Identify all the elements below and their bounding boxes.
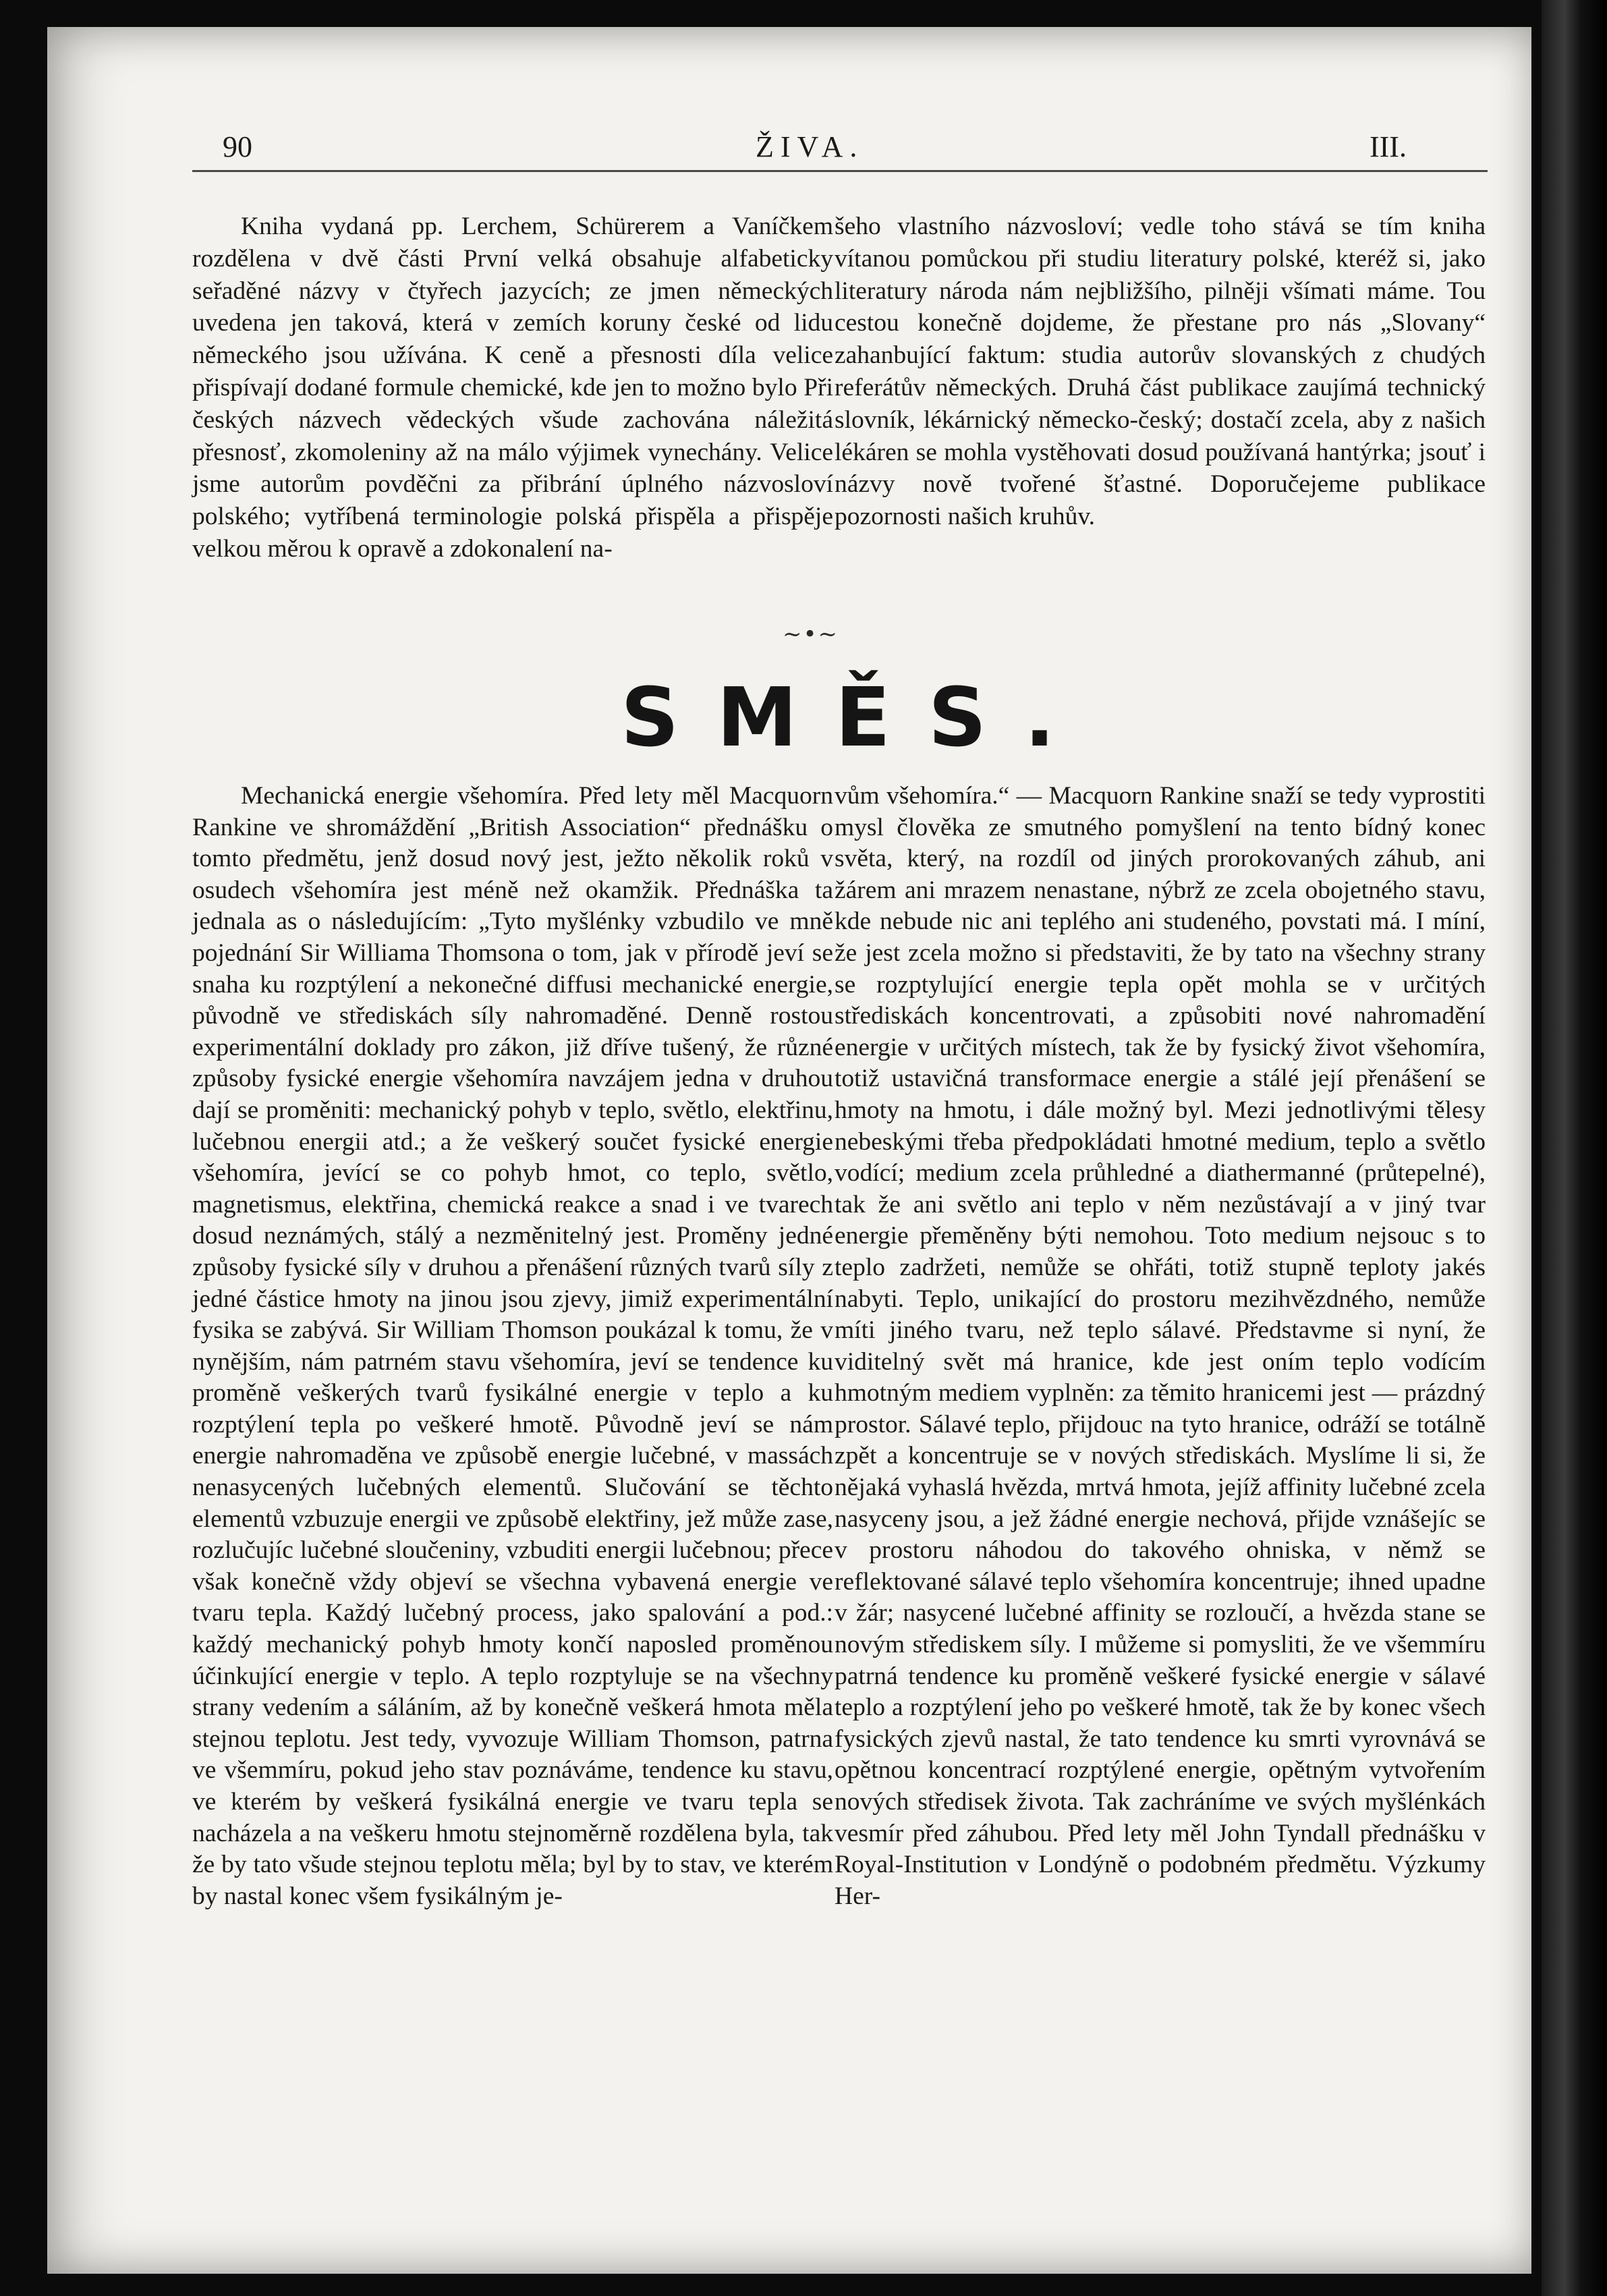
article-text-part-2: vům všehomíra.“ — Macquorn Rankine snaží se tedy vyprostiti mysl člověka ze smutného pomyšlení na tento bídný konec světa, který, na rozdíl od jiných prorokovaných záhub, ani žárem ani mrazem nenastane, nýbrž ze zcela obojetného stavu, kde nebude nic ani teplého ani studeného, povstati má. I míní, že jest zcela možno si představiti, že by tato na všechny strany se rozptylující energie tepla opět mohla se v určitých střediskách koncentrovati, a způsobiti nové nahromadění energie v určitých místech, tak že by fysický život všehomíra, totiž ustavičná transformace energie a stálé její přenášení se hmoty na hmotu, i dále možný byl. Mezi jednotlivými tělesy nebeskými třeba předpokládati hmotné medium, teplo a světlo vodící; medium zcela průhledné a diathermanné (průtepelné), tak že ani světlo ani teplo v něm nezůstávají a v jiný tvar energie přeměněny býti nemohou. Toto medium nejsouc s to teplo zadržeti, nemůže se ohřáti, totiž stupně teploty jakés nabyti. Teplo, unikající do prostoru mezihvězdného, nemůže míti jiného tvaru, než teplo sálavé. Představme si nyní, že viditelný svět má hranice, kde jest oním teplo vodícím hmotným mediem vyplněn: za těmito hranicemi jest — prázdný prostor. Sálavé teplo, přijdouc na tyto hranice, odráží se totálně zpět a koncentruje se v nových střediskách. Myslíme li si, že nějaká vyhaslá hvězda, mrtvá hmota, jejíž affinity lučebné zcela nasyceny jsou, a jež žádné energie nechová, přijde vznášejíc se v prostoru náhodou do takového ohniska, v němž se reflektované sálavé teplo všehomíra koncentruje; ihned upadne v žár; nasycené lučebné affinity se rozloučí, a hvězda stane se novým střediskem síly. I můžeme si pomysliti, že ve všemmíru patrná tendence ku proměně veškeré fysické energie v sálavé teplo a rozptýlení jeho po veškeré hmotě, tak že by konec všech fysických zjevů nastal, že tato tendence ku smrti vyrovnává se opětnou koncentrací rozptýlené energie, opětným vytvořením nových středisek života. Tak zachráníme ve svých myšlénkách vesmír před záhubou. Před lety měl John Tyndall přednášku v Royal-Institution v Londýně o podobném předmětu. Výzkumy Her-	[835, 782, 1486, 1910]
lower-left-column	[192, 781, 833, 1912]
page-header	[47, 130, 1531, 184]
document-page	[47, 27, 1531, 2274]
review-text-part-2: šeho vlastního názvosloví; vedle toho stává se tím kniha vítanou pomůckou při studiu literatury polské, kteréž si, jako literatury národa nám nejbližšího, pilněji všímati máme. Tou cestou konečně dojdeme, že přestane pro nás „Slovany“ zahanbující faktum: studia autorův slovanských z chudých referátův německých. Druhá část publikace zaujímá technický slovník, lékárnický německo-český; dostačí zcela, aby z našich lékáren se mohla vystěhovati dosud používaná hantýrka; jsouť i názvy nově tvořené šťastné. Doporučejeme publikace pozornosti našich kruhův.	[835, 213, 1486, 531]
lower-right-column	[835, 781, 1486, 1912]
review-text-part-1: Kniha vydaná pp. Lerchem, Schürerem a Vaníčkem rozdělena v dvě části První velká obsahuje alfabeticky seřaděné názvy v čtyřech jazycích; ze jmen německých uvedena jen taková, která v zemích koruny české od lidu německého jsou užívána. K ceně a přesnosti díla velice přispívají dodané formule chemické, kde jen to možno bylo Při českých názvech vědeckých všude zachována náležitá přesnosť, zkomoleniny až na málo výjimek vynechány. Velice jsme autorům povděčni za přibrání úplného názvosloví polského; vytříbená terminologie polská přispěla a přispěje velkou měrou k opravě a zdokonalení na-	[192, 213, 833, 563]
upper-right-column	[835, 211, 1486, 533]
page-number: 90	[223, 130, 252, 163]
section-title: SMĚS.	[621, 671, 1093, 765]
journal-title: ŽIVA.	[756, 130, 864, 163]
article-text-part-1: Mechanická energie všehomíra. Před lety měl Macquorn Rankine ve shromáždění „British Association“ přednášku o tomto předmětu, jenž dosud nový jest, ježto několik roků v osudech všehomíra jest méně než okamžik. Přednáška ta jednala as o následujícím: „Tyto myšlénky vzbudilo ve mně pojednání Sir Williama Thomsona o tom, jak v přírodě jeví se snaha ku rozptýlení a nekonečné diffusi mechanické energie, původně ve střediskách síly nahromaděné. Denně rostou experimentální doklady pro zákon, již dříve tušený, že různé způsoby fysické energie všehomíra navzájem jedna v druhou dají se proměniti: mechanický pohyb v teplo, světlo, elektřinu, lučebnou energii atd.; a že veškerý součet fysické energie všehomíra, jevící se co pohyb hmot, co teplo, světlo, magnetismus, elektřina, chemická reakce a snad i ve tvarech dosud neznámých, stálý a nezměnitelný jest. Proměny jedné způsoby fysické síly v druhou a přenášení různých tvarů síly z jedné částice hmoty na jinou jsou zjevy, jimiž experimentální fysika se zabývá. Sir William Thomson poukázal k tomu, že v nynějším, nám patrném stavu všehomíra, jeví se tendence ku proměně veškerých tvarů fysikálné energie v teplo a ku rozptýlení tepla po veškeré hmotě. Původně jeví se nám energie nahromaděna ve způsobě energie lučebné, v massách nenasycených lučebných elementů. Slučování se těchto elementů vzbuzuje energii ve způsobě elektřiny, jež může zase, rozlučujíc lučebné sloučeniny, vzbuditi energii lučebnou; přece však konečně vždy objeví se všechna vybavená energie ve tvaru tepla. Každý lučebný process, jako spalování a pod.: každý mechanický pohyb hmoty končí naposled proměnou účinkující energie v teplo. A teplo rozptyluje se na všechny strany vedením a sáláním, až by konečně veškerá hmota měla stejnou teplotu. Jest tedy, vyvozuje William Thomson, patrna ve všemmíru, pokud jeho stav poznáváme, tendence ku stavu, ve kterém by veškerá fysikálná energie ve tvaru tepla se nacházela a na veškeru hmotu stejnoměrně rozdělena byla, tak že by tato všude stejnou teplotu měla; byl by to stav, ve kterém by nastal konec všem fysikálným je-	[192, 782, 833, 1910]
ornament-divider: ~•~	[783, 621, 839, 648]
upper-left-column	[192, 211, 833, 565]
scan-edge	[1542, 0, 1607, 2296]
volume-number: III.	[1370, 130, 1407, 163]
header-rule	[192, 170, 1488, 172]
